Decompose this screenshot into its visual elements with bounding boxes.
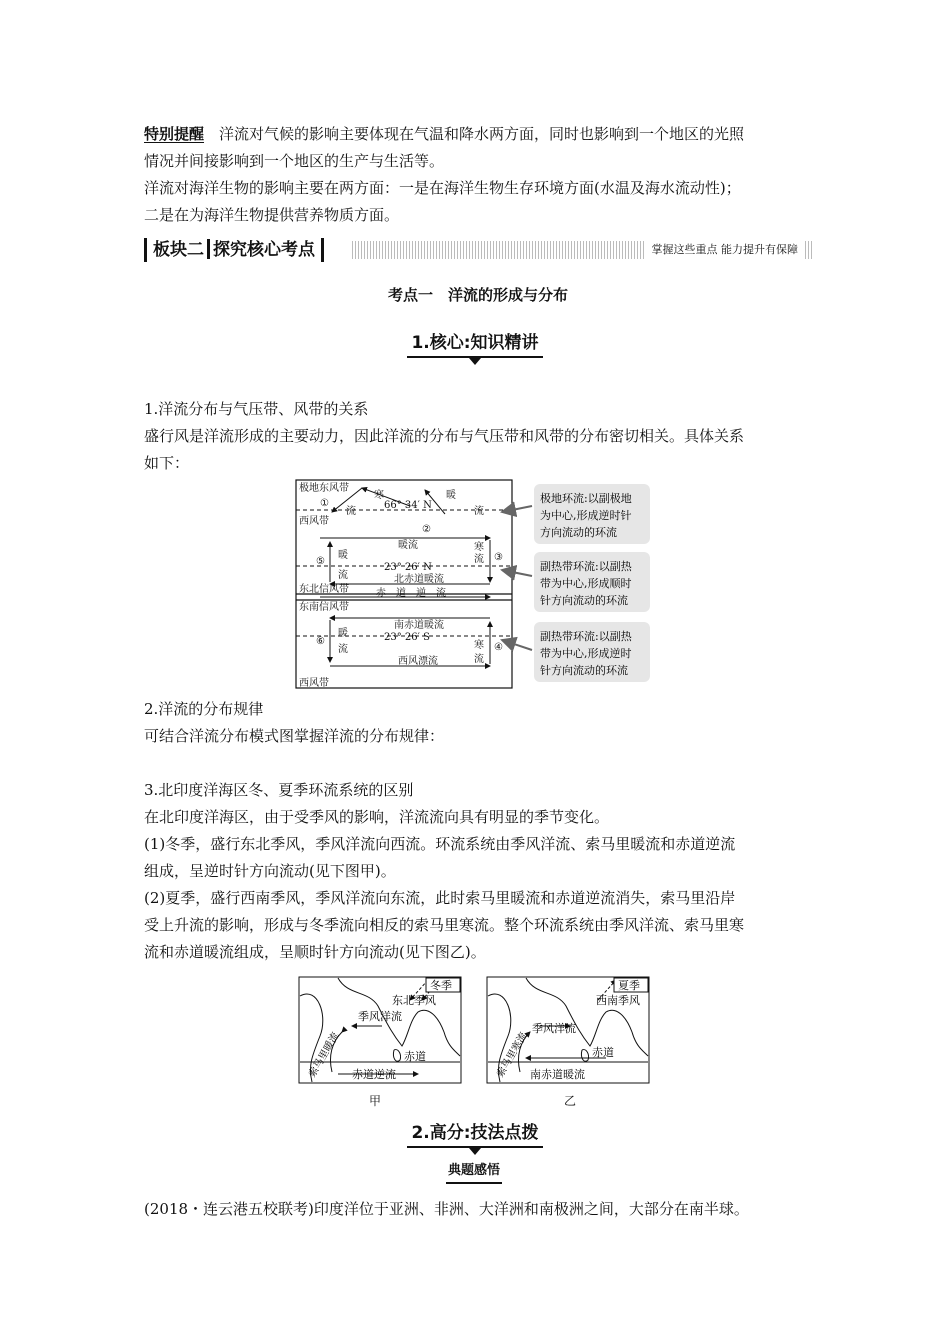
down-triangle-icon (469, 1148, 481, 1155)
label-s-eq-warm: 南赤道暖流 (394, 620, 444, 631)
reminder-line-1 (144, 121, 812, 148)
map-summer-equator: 赤道 (592, 1046, 614, 1059)
sub2-heading: 2.洋流的分布规律 (144, 700, 264, 718)
label-warm-3b: 流 (338, 570, 348, 581)
label-cold-4: 寒 (474, 640, 484, 651)
reminder-label: 特别提醒 (144, 125, 205, 143)
label-eq-counter: 赤 道 逆 流 (376, 588, 446, 599)
label-n2: ② (422, 524, 431, 535)
label-cold-3: 寒 (474, 542, 484, 553)
callout-subtropical-s (534, 622, 650, 682)
map-summer-season: 夏季 (618, 979, 640, 992)
caption-jia: 甲 (368, 1094, 381, 1108)
sub3-line-4: (2)夏季，盛行西南季风，季风洋流向东流，此时索马里暖流和赤道逆流消失，索马里沿岸 (144, 889, 736, 907)
map-summer (486, 976, 650, 1084)
callout-3-l2: 带为中心,形成逆时 (540, 647, 632, 660)
sub3-line-6: 流和赤道暖流组成，呈顺时针方向流动(见下图乙)。 (144, 943, 486, 961)
map-summer-s-eq: 南赤道暖流 (530, 1068, 585, 1081)
map-winter (298, 976, 462, 1084)
map-winter-counter: 赤道逆流 (352, 1068, 396, 1081)
label-se-trade: 东南信风带 (299, 602, 349, 613)
label-lat-66: 66° 34′ N (384, 500, 432, 511)
label-warm-1b: 流 (474, 506, 484, 517)
sub1-heading: 1.洋流分布与气压带、风带的关系 (144, 400, 369, 418)
label-warm-6b: 流 (338, 644, 348, 655)
label-lat-23s: 23° 26′ S (384, 632, 430, 643)
label-n4: ④ (494, 642, 503, 653)
label-ne-trade: 东北信风带 (299, 584, 349, 595)
section-label-skill (400, 1120, 550, 1150)
map-winter-season: 冬季 (430, 979, 452, 992)
label-west-drift: 西风漂流 (398, 656, 438, 667)
callout-2-l1: 副热带环流:以副热 (540, 560, 632, 573)
label-westerlies-s: 西风带 (299, 678, 329, 689)
label-n-eq-warm: 北赤道暖流 (394, 574, 444, 585)
callout-subtropical-n (534, 552, 650, 612)
banner-tag (144, 238, 324, 262)
sub3-line-3: 组成，呈逆时针方向流动(见下图甲)。 (144, 862, 396, 880)
sub1-line-2: 如下： (144, 454, 190, 472)
section-label-skill-text: 2.高分:技法点拨 (407, 1120, 542, 1148)
caption-yi: 乙 (563, 1094, 576, 1108)
question-line: (2018・连云港五校联考)印度洋位于亚洲、非洲、大洋洲和南极洲之间，大部分在南半球。 (144, 1200, 749, 1218)
down-triangle-icon (469, 358, 481, 365)
map-summer-wind: 西南季风 (596, 994, 640, 1007)
label-n3: ③ (494, 552, 503, 563)
current-circulation-diagram (290, 478, 652, 692)
label-cold-1: 寒 (374, 490, 384, 501)
label-warm-6: 暖 (338, 628, 348, 639)
banner-part: 板块二 (153, 240, 204, 260)
map-winter-somali: 索马里暖流 (307, 1030, 342, 1080)
sub3-heading: 3.北印度洋海区冬、夏季环流系统的区别 (144, 781, 414, 799)
callout-3-l1: 副热带环流:以副热 (540, 630, 632, 643)
callout-3-l3: 针方向流动的环流 (540, 664, 628, 677)
section-label-core (400, 330, 550, 360)
reminder-line-3: 洋流对海洋生物的影响主要在两方面：一是在海洋生物生存环境方面(水温及海水流动性)； (144, 179, 741, 197)
sub1-line-1: 盛行风是洋流形成的主要动力，因此洋流的分布与气压带和风带的分布密切相关。具体关系 (144, 427, 745, 445)
label-cold-1b: 流 (346, 506, 356, 517)
callout-1-l2: 为中心,形成逆时针 (540, 509, 632, 522)
callout-1-l1: 极地环流:以副极地 (540, 492, 632, 505)
sub3-line-1: 在北印度洋海区，由于受季风的影响，洋流流向具有明显的季节变化。 (144, 808, 610, 826)
label-warm-3: 暖 (338, 550, 348, 561)
map-summer-somali: 索马里寒流 (495, 1030, 530, 1080)
label-polar-easterlies: 极地东风带 (299, 483, 349, 494)
label-n6: ⑥ (316, 636, 325, 647)
map-winter-equator: 赤道 (404, 1050, 426, 1063)
section-label-core-text: 1.核心:知识精讲 (407, 330, 542, 358)
sub2-line-1: 可结合洋流分布模式图掌握洋流的分布规律： (144, 727, 445, 745)
label-warm-2: 暖流 (398, 540, 418, 551)
reminder-line-4: 二是在为海洋生物提供营养物质方面。 (144, 206, 400, 224)
banner-title: 探究核心考点 (213, 240, 315, 260)
callout-2-l2: 带为中心,形成顺时 (540, 577, 632, 590)
label-cold-4b: 流 (474, 654, 484, 665)
reminder-text-1: 洋流对气候的影响主要体现在气温和降水两方面，同时也影响到一个地区的光照 (219, 125, 745, 143)
topic-title: 考点一 洋流的形成与分布 (387, 286, 568, 304)
map-winter-monsoon: 季风洋流 (358, 1010, 402, 1023)
map-summer-monsoon: 季风洋流 (532, 1022, 576, 1035)
example-ribbon: 典题感悟 (446, 1160, 502, 1184)
reminder-line-2: 情况并间接影响到一个地区的生产与生活等。 (144, 152, 445, 170)
callout-polar (534, 484, 650, 544)
label-n1: ① (320, 498, 329, 509)
banner-motto: 掌握这些重点 能力提升有保障 (646, 241, 805, 259)
label-cold-3b: 流 (474, 554, 484, 565)
sub3-line-5: 受上升流的影响，形成与冬季流向相反的索马里寒流。整个环流系统由季风洋流、索马里寒 (144, 916, 745, 934)
callout-1-l3: 方向流动的环流 (540, 526, 617, 539)
section-banner (144, 238, 812, 262)
sub3-line-2: (1)冬季，盛行东北季风，季风洋流向西流。环流系统由季风洋流、索马里暖流和赤道逆流 (144, 835, 736, 853)
label-lat-23n: 23° 26′ N (384, 562, 432, 573)
map-winter-wind: 东北季风 (392, 994, 436, 1007)
callout-2-l3: 针方向流动的环流 (540, 594, 628, 607)
label-westerlies-n: 西风带 (299, 516, 329, 527)
label-warm-1: 暖 (446, 490, 456, 501)
label-n5: ⑤ (316, 556, 325, 567)
